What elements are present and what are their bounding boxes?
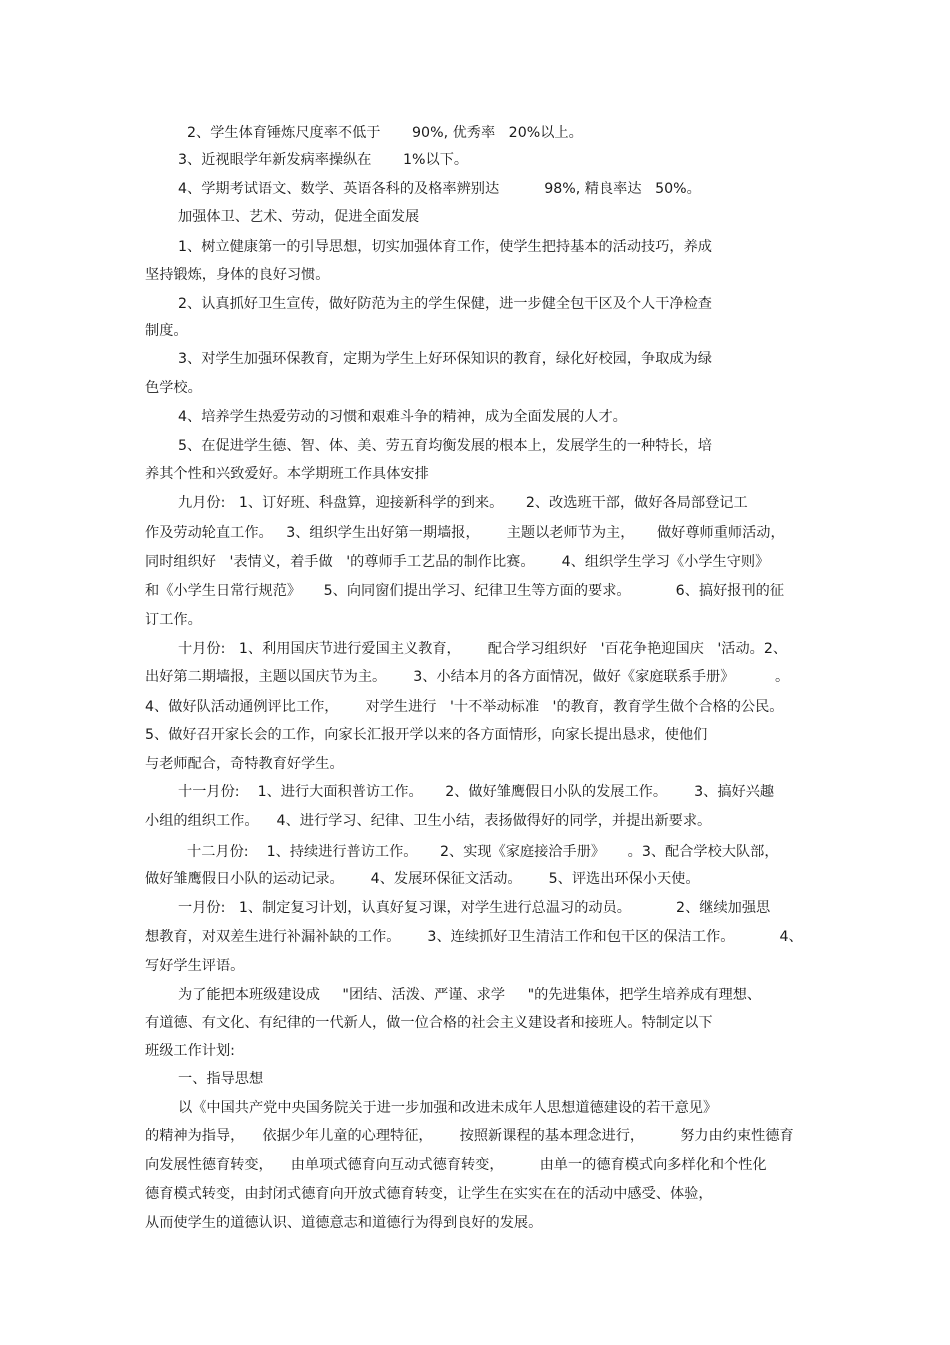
text-line-23: 与老师配合，奇特教育好学生。 — [145, 756, 344, 772]
text-line-5: 1、树立健康第一的引导思想，切实加强体育工作，使学生把持基本的活动技巧，养成 — [178, 239, 712, 255]
text-line-17: 和《小学生日常行规范》 5、向同窗们提出学习、纪律卫生等方面的要求。 6、搞好报刊的征 — [145, 583, 785, 599]
text-line-21: 4、做好队活动通例评比工作， 对学生进行 '十不举动标准 '的教育，教育学生做个合格的公民。 — [145, 699, 784, 715]
text-line-3: 4、学期考试语文、数学、英语各科的及格率辨别达 98%, 精良率达 50%。 — [178, 181, 701, 197]
text-line-12: 5、在促进学生德、智、体、美、劳五育均衡发展的根本上，发展学生的一种特长，培 — [178, 438, 712, 454]
text-line-14: 九月份: 1、订好班、科盘算，迎接新科学的到来。 2、改选班干部，做好各局部登记工 — [178, 495, 748, 511]
text-line-9: 3、对学生加强环保教育，定期为学生上好环保知识的教育，绿化好校园，争取成为绿 — [178, 351, 712, 367]
text-line-25: 小组的组织工作。 4、进行学习、纪律、卫生小结，表扬做得好的同学，并提出新要求。 — [145, 813, 712, 829]
text-line-38: 德育模式转变，由封闭式德育向开放式德育转变，让学生在实实在在的活动中感受、体验， — [145, 1186, 713, 1202]
text-line-4: 加强体卫、艺术、劳动，促进全面发展 — [178, 209, 420, 225]
text-line-7: 2、认真抓好卫生宣传，做好防范为主的学生保健，进一步健全包干区及个人干净检查 — [178, 296, 712, 312]
text-line-8: 制度。 — [145, 323, 188, 339]
text-line-16: 同时组织好 '表情义，着手做 '的尊师手工艺品的制作比赛。 4、组织学生学习《小学生守则》 — [145, 554, 770, 570]
text-line-35: 以《中国共产党中央国务院关于进一步加强和改进未成年人思想道德建设的若干意见》 — [178, 1100, 718, 1116]
text-line-28: 一月份: 1、制定复习计划，认真好复习课，对学生进行总温习的动员。 2、继续加强思 — [178, 900, 771, 916]
text-line-29: 想教育，对双差生进行补漏补缺的工作。 3、连续抓好卫生清洁工作和包干区的保洁工作。 4、 — [145, 929, 803, 945]
text-line-10: 色学校。 — [145, 380, 202, 396]
text-line-39: 从而使学生的道德认识、道德意志和道德行为得到良好的发展。 — [145, 1215, 543, 1231]
text-line-22: 5、做好召开家长会的工作，向家长汇报开学以来的各方面情形，向家长提出恳求，使他们 — [145, 727, 708, 743]
text-line-27: 做好雏鹰假日小队的运动记录。 4、发展环保征文活动。 5、评选出环保小天使。 — [145, 871, 700, 887]
text-line-36: 的精神为指导， 依据少年儿童的心理特征， 按照新课程的基本理念进行， 努力由约束性德育 — [145, 1128, 794, 1144]
text-line-33: 班级工作计划: — [145, 1043, 235, 1059]
text-line-20: 出好第二期墙报，主题以国庆节为主。 3、小结本月的各方面情况，做好《家庭联系手册》 。 — [145, 669, 790, 685]
text-line-30: 写好学生评语。 — [145, 958, 245, 974]
text-line-2: 3、近视眼学年新发病率操纵在 1%以下。 — [178, 152, 469, 168]
text-line-1: 2、学生体育锤炼尺度率不低于 90%, 优秀率 20%以上。 — [187, 125, 583, 141]
text-line-31: 为了能把本班级建设成 "团结、活泼、严谨、求学 "的先进集体，把学生培养成有理想、 — [178, 987, 762, 1003]
text-line-37: 向发展性德育转变， 由单项式德育向互动式德育转变， 由单一的德育模式向多样化和个性化 — [145, 1157, 767, 1173]
section-heading-guiding-thought: 一、指导思想 — [178, 1071, 264, 1087]
text-line-18: 订工作。 — [145, 612, 202, 628]
text-line-19: 十月份: 1、利用国庆节进行爱国主义教育， 配合学习组织好 '百花争艳迎国庆 '活动。2、 — [178, 641, 788, 657]
text-line-26: 十二月份: 1、持续进行普访工作。 2、实现《家庭接洽手册》 。3、配合学校大队部， — [187, 844, 779, 860]
text-line-11: 4、培养学生热爱劳动的习惯和艰难斗争的精神，成为全面发展的人才。 — [178, 409, 627, 425]
text-line-32: 有道德、有文化、有纪律的一代新人，做一位合格的社会主义建设者和接班人。特制定以下 — [145, 1015, 713, 1031]
text-line-13: 养其个性和兴致爱好。本学期班工作具体安排 — [145, 466, 429, 482]
text-line-6: 坚持锻炼，身体的良好习惯。 — [145, 267, 330, 283]
text-line-15: 作及劳动轮直工作。 3、组织学生出好第一期墙报， 主题以老师节为主， 做好尊师重师活动， — [145, 525, 785, 541]
text-line-24: 十一月份: 1、进行大面积普访工作。 2、做好雏鹰假日小队的发展工作。 3、搞好兴趣 — [178, 784, 775, 800]
